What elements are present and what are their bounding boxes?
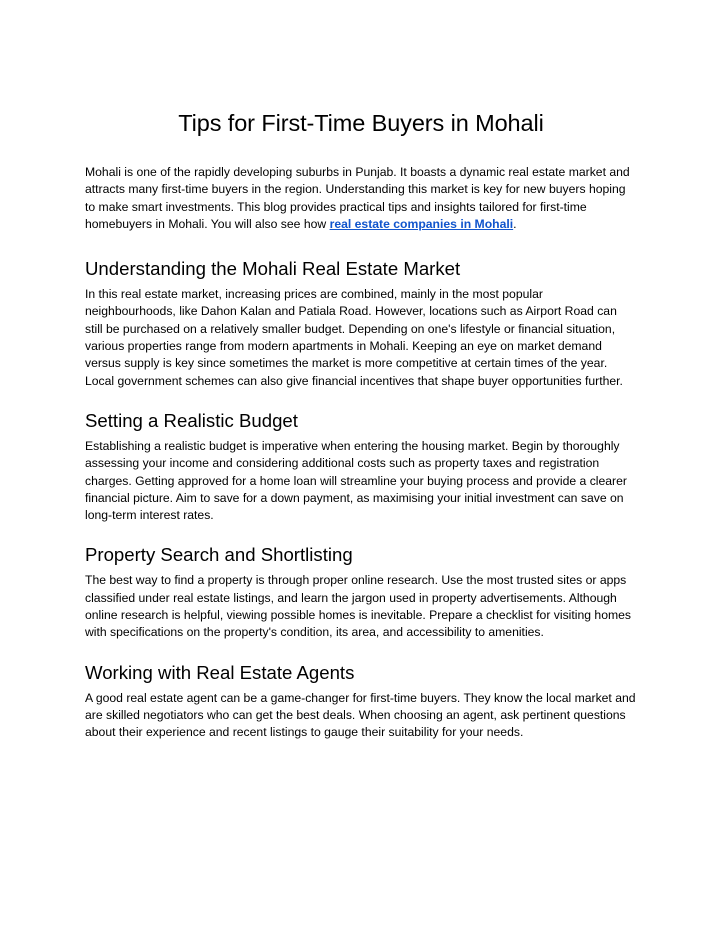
intro-suffix: . [513, 216, 517, 231]
intro-text: Mohali is one of the rapidly developing suburbs in Punjab. It boasts a dynamic real estate market and attracts many first-time buyers in the region. Understanding this market is key for new buyers hoping to make smart investments. This blog provides practical tips and insights tailored for first-time homebuyers in Mohali. You will also see how [85, 165, 630, 231]
section-body-agents: A good real estate agent can be a game-changer for first-time buyers. They know the local market and are skilled negotiators who can get the best deals. When choosing an agent, ask pertinent questions about their experience and recent listings to gauge their suitability for your needs. [85, 690, 636, 740]
section-body-property-search: The best way to find a property is through proper online research. Use the most trusted sites or apps classified under real estate listings, and learn the jargon used in property advertisements. Although online research is helpful, viewing possible homes is inevitable. Prepare a checklist for visiting homes with specifications on the property's condition, its area, and accessibility to amenities. [85, 573, 631, 640]
section-heading-budget: Setting a Realistic Budget [85, 409, 298, 431]
section-heading-property-search: Property Search and Shortlisting [85, 544, 353, 566]
document-page [85, 0, 637, 742]
section-heading-market: Understanding the Mohali Real Estate Market [85, 258, 461, 280]
section-body-market: In this real estate market, increasing prices are combined, mainly in the most popular neighbourhoods, like Dahon Kalan and Patiala Road. However, locations such as Airport Road can still be purchased on a relatively smaller budget. Depending on one's lifestyle or financial situation, various properties range from modern apartments in Mohali. Keeping an eye on market demand versus supply is key since sometimes the market is more competitive at certain times of the year. Local government schemes can also give financial incentives that shape buyer opportunities further. [85, 287, 623, 388]
section-heading-agents: Working with Real Estate Agents [85, 661, 355, 683]
intro-paragraph [85, 164, 637, 233]
section-body-budget: Establishing a realistic budget is imperative when entering the housing market. Begin by thoroughly assessing your income and considering additional costs such as property taxes and registration charges. Getting approved for a home loan will streamline your buying process and provide a clearer financial picture. Aim to save for a down payment, as maximising your initial investment can save on long-term interest rates. [85, 438, 627, 523]
real-estate-companies-link[interactable]: real estate companies in Mohali [329, 216, 514, 231]
page-title: Tips for First-Time Buyers in Mohali [178, 110, 544, 136]
